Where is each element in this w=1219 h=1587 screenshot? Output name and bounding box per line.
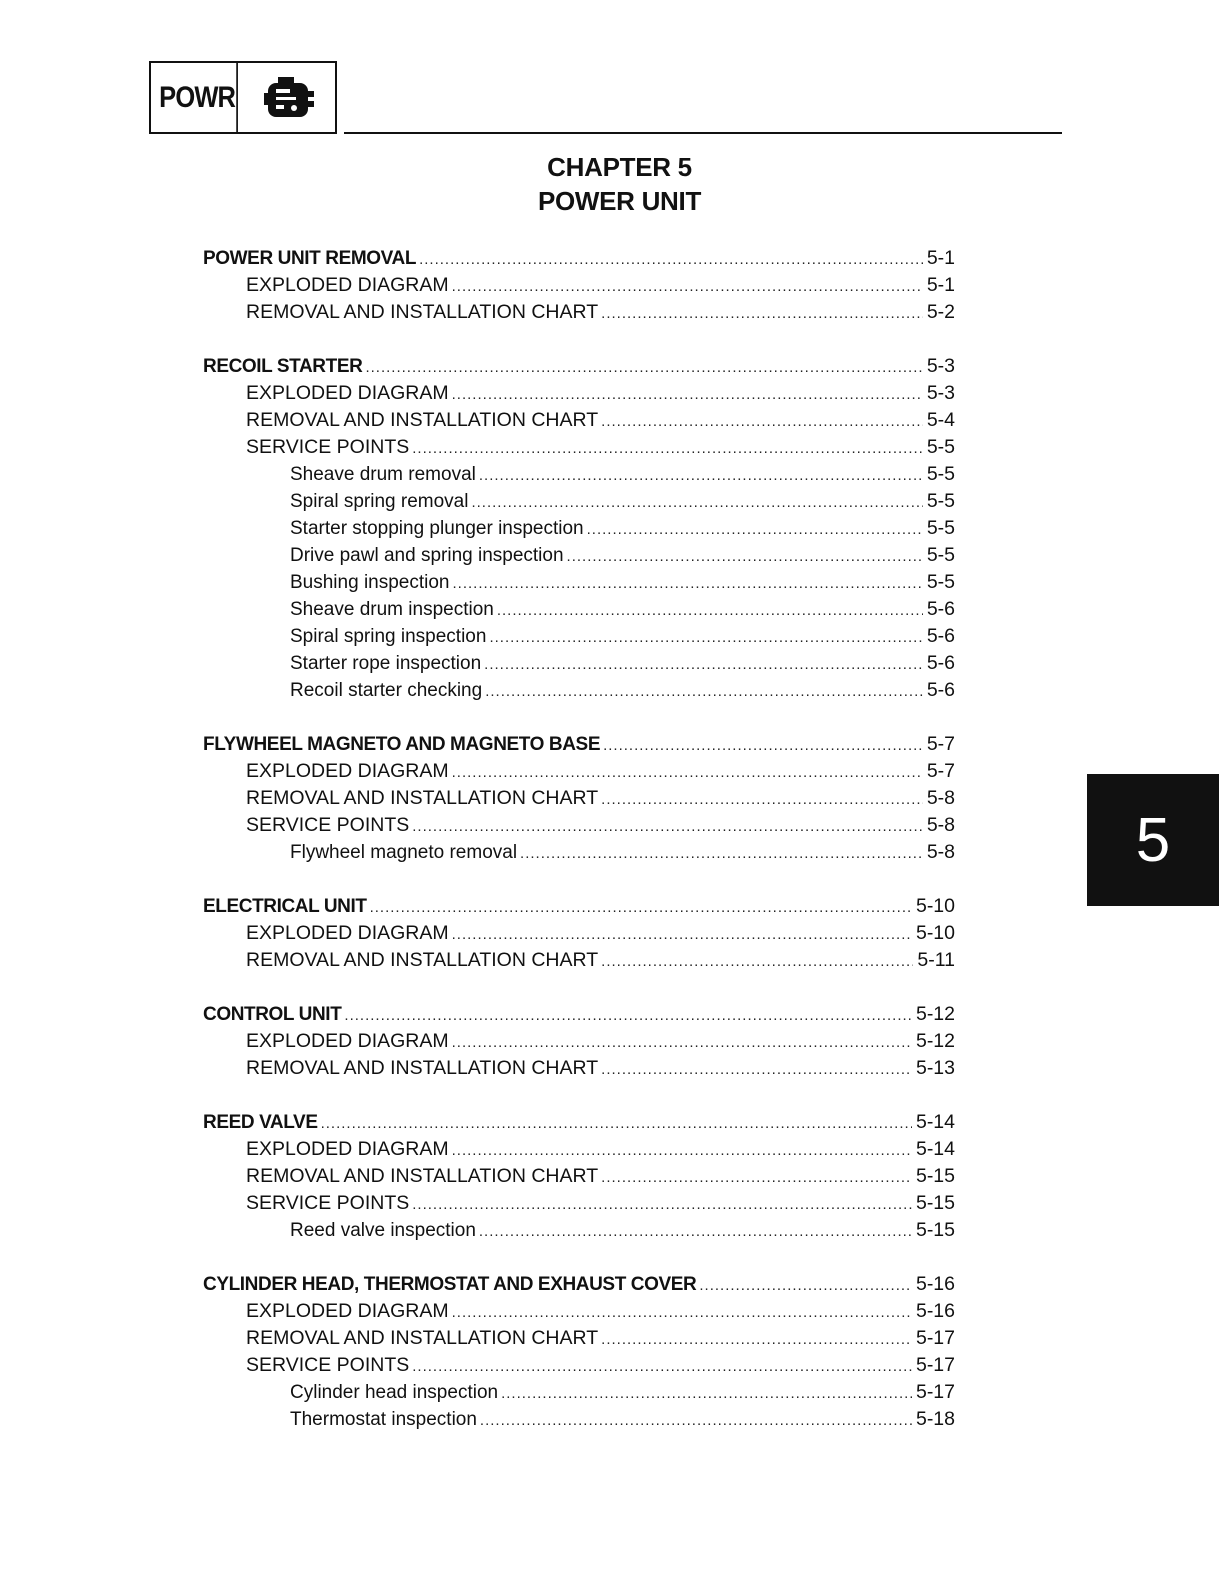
toc-subitem-label: Reed valve inspection (290, 1220, 476, 1241)
dot-leader (412, 1191, 912, 1218)
dot-leader (370, 894, 912, 921)
toc-item-label: REMOVAL AND INSTALLATION CHART (246, 301, 599, 323)
toc-subitem (203, 1217, 955, 1244)
toc-section-label: REED VALVE (203, 1112, 318, 1133)
toc-item (203, 299, 955, 326)
dot-leader (471, 489, 922, 516)
toc-section-page: 5-7 (926, 733, 955, 755)
toc-item-page: 5-2 (926, 301, 955, 323)
dot-leader (412, 1353, 912, 1380)
toc-subitem-label: Spiral spring removal (290, 491, 469, 512)
dot-leader (479, 1218, 912, 1245)
toc-subitem-page: 5-6 (926, 625, 955, 647)
dot-leader (484, 651, 923, 678)
toc-item-label: EXPLODED DIAGRAM (246, 1138, 449, 1160)
toc-subitem-page: 5-6 (926, 598, 955, 620)
toc-subitem (203, 650, 955, 677)
toc-item (203, 1190, 955, 1217)
dot-leader (419, 246, 923, 273)
toc-subitem (203, 569, 955, 596)
dot-leader (321, 1110, 912, 1137)
dot-leader (520, 840, 923, 867)
toc-section (203, 731, 955, 758)
toc-section (203, 245, 955, 272)
toc-item-page: 5-14 (915, 1138, 955, 1160)
toc-item-label: EXPLODED DIAGRAM (246, 760, 449, 782)
toc-item-page: 5-7 (926, 760, 955, 782)
toc-item-label: EXPLODED DIAGRAM (246, 274, 449, 296)
toc-section-label: CYLINDER HEAD, THERMOSTAT AND EXHAUST COVER (203, 1274, 697, 1295)
dot-leader (452, 381, 923, 408)
chapter-badge (149, 61, 337, 134)
dot-leader (587, 516, 923, 543)
dot-leader (601, 1326, 912, 1353)
toc-section-label: POWER UNIT REMOVAL (203, 248, 417, 269)
toc-item-label: SERVICE POINTS (246, 1192, 410, 1214)
toc-subitem (203, 1406, 955, 1433)
toc-subitem (203, 677, 955, 704)
toc-item-page: 5-10 (915, 922, 955, 944)
toc-item-label: REMOVAL AND INSTALLATION CHART (246, 1057, 599, 1079)
dot-leader (485, 678, 923, 705)
dot-leader (601, 1056, 912, 1083)
toc-subitem (203, 515, 955, 542)
toc-subitem (203, 542, 955, 569)
toc-section-page: 5-1 (926, 247, 955, 269)
toc-item-page: 5-8 (926, 787, 955, 809)
toc-item-page: 5-4 (926, 409, 955, 431)
section-gap (203, 866, 955, 893)
toc-item (203, 1163, 955, 1190)
toc-subitem (203, 488, 955, 515)
toc-item (203, 407, 955, 434)
toc-item (203, 434, 955, 461)
toc-item (203, 920, 955, 947)
toc-subitem-page: 5-5 (926, 544, 955, 566)
toc-subitem-page: 5-18 (915, 1408, 955, 1430)
dot-leader (452, 1137, 912, 1164)
toc-section (203, 1271, 955, 1298)
toc-subitem-page: 5-5 (926, 490, 955, 512)
toc-section-label: RECOIL STARTER (203, 356, 363, 377)
toc-item-label: EXPLODED DIAGRAM (246, 922, 449, 944)
dot-leader (480, 1407, 912, 1434)
dot-leader (601, 1164, 912, 1191)
toc-section-page: 5-12 (915, 1003, 955, 1025)
dot-leader (452, 921, 912, 948)
toc-item-label: SERVICE POINTS (246, 436, 410, 458)
toc-subitem-page: 5-6 (926, 679, 955, 701)
toc-section-label: FLYWHEEL MAGNETO AND MAGNETO BASE (203, 734, 601, 755)
toc-item (203, 1325, 955, 1352)
toc-section-page: 5-14 (915, 1111, 955, 1133)
toc-item (203, 1136, 955, 1163)
toc-subitem-page: 5-15 (915, 1219, 955, 1241)
section-gap (203, 704, 955, 731)
toc-section (203, 353, 955, 380)
toc-item-page: 5-15 (915, 1192, 955, 1214)
dot-leader (412, 435, 923, 462)
toc-item-page: 5-11 (917, 949, 955, 971)
toc-subitem (203, 623, 955, 650)
toc-subitem-label: Thermostat inspection (290, 1409, 477, 1430)
toc-item-page: 5-1 (926, 274, 955, 296)
toc-item-page: 5-15 (915, 1165, 955, 1187)
section-gap (203, 1082, 955, 1109)
dot-leader (601, 408, 923, 435)
dot-leader (489, 624, 922, 651)
toc-subitem-label: Flywheel magneto removal (290, 842, 518, 863)
toc-item (203, 272, 955, 299)
toc-item-label: REMOVAL AND INSTALLATION CHART (246, 1327, 599, 1349)
badge-label: POWR (158, 63, 238, 132)
toc-item-label: REMOVAL AND INSTALLATION CHART (246, 1165, 599, 1187)
toc-item-page: 5-12 (915, 1030, 955, 1052)
dot-leader (453, 570, 923, 597)
toc-item-label: REMOVAL AND INSTALLATION CHART (246, 949, 599, 971)
table-of-contents (203, 245, 955, 1433)
toc-section-label: ELECTRICAL UNIT (203, 896, 367, 917)
section-gap (203, 1244, 955, 1271)
section-gap (203, 974, 955, 1001)
dot-leader (452, 759, 923, 786)
dot-leader (497, 597, 923, 624)
engine-icon (245, 63, 335, 132)
toc-section (203, 1109, 955, 1136)
toc-subitem-label: Drive pawl and spring inspection (290, 545, 564, 566)
toc-subitem-label: Starter rope inspection (290, 653, 482, 674)
toc-subitem-page: 5-5 (926, 463, 955, 485)
toc-subitem-label: Starter stopping plunger inspection (290, 518, 584, 539)
header-rule (344, 132, 1062, 134)
toc-item-label: EXPLODED DIAGRAM (246, 1300, 449, 1322)
toc-item (203, 1352, 955, 1379)
toc-subitem-page: 5-5 (926, 517, 955, 539)
chapter-tab: 5 (1087, 774, 1219, 906)
dot-leader (344, 1002, 912, 1029)
toc-item (203, 1298, 955, 1325)
toc-item-page: 5-17 (915, 1354, 955, 1376)
chapter-number: CHAPTER 5 (547, 152, 692, 182)
toc-subitem-page: 5-8 (926, 841, 955, 863)
section-gap (203, 326, 955, 353)
dot-leader (603, 732, 923, 759)
toc-subitem (203, 461, 955, 488)
toc-item-page: 5-5 (926, 436, 955, 458)
toc-item-page: 5-3 (926, 382, 955, 404)
toc-subitem-label: Sheave drum inspection (290, 599, 494, 620)
toc-item (203, 758, 955, 785)
toc-subitem-label: Recoil starter checking (290, 680, 483, 701)
dot-leader (501, 1380, 912, 1407)
toc-item (203, 785, 955, 812)
dot-leader (365, 354, 922, 381)
toc-section (203, 893, 955, 920)
toc-section-page: 5-3 (926, 355, 955, 377)
toc-section-page: 5-16 (915, 1273, 955, 1295)
toc-subitem-label: Bushing inspection (290, 572, 450, 593)
toc-subitem-label: Sheave drum removal (290, 464, 476, 485)
toc-item-page: 5-13 (915, 1057, 955, 1079)
toc-item-label: EXPLODED DIAGRAM (246, 382, 449, 404)
toc-subitem-page: 5-6 (926, 652, 955, 674)
dot-leader (452, 1299, 912, 1326)
toc-section (203, 1001, 955, 1028)
dot-leader (601, 786, 923, 813)
toc-item-page: 5-16 (915, 1300, 955, 1322)
toc-item-label: REMOVAL AND INSTALLATION CHART (246, 409, 599, 431)
toc-subitem (203, 1379, 955, 1406)
dot-leader (601, 300, 923, 327)
toc-section-page: 5-10 (915, 895, 955, 917)
toc-subitem (203, 596, 955, 623)
chapter-title: POWER UNIT (537, 186, 702, 216)
dot-leader (452, 273, 923, 300)
dot-leader (452, 1029, 912, 1056)
toc-item (203, 947, 955, 974)
dot-leader (567, 543, 923, 570)
toc-item-label: REMOVAL AND INSTALLATION CHART (246, 787, 599, 809)
toc-item-label: SERVICE POINTS (246, 1354, 410, 1376)
toc-item (203, 380, 955, 407)
toc-item-label: EXPLODED DIAGRAM (246, 1030, 449, 1052)
dot-leader (412, 813, 923, 840)
toc-item-page: 5-17 (915, 1327, 955, 1349)
dot-leader (699, 1272, 912, 1299)
toc-item (203, 1028, 955, 1055)
dot-leader (601, 948, 913, 975)
toc-subitem-page: 5-17 (915, 1381, 955, 1403)
dot-leader (479, 462, 923, 489)
toc-subitem (203, 839, 955, 866)
toc-item-label: SERVICE POINTS (246, 814, 410, 836)
toc-section-label: CONTROL UNIT (203, 1004, 342, 1025)
toc-item (203, 1055, 955, 1082)
toc-subitem-label: Spiral spring inspection (290, 626, 487, 647)
toc-subitem-page: 5-5 (926, 571, 955, 593)
toc-item-page: 5-8 (926, 814, 955, 836)
toc-subitem-label: Cylinder head inspection (290, 1382, 499, 1403)
toc-item (203, 812, 955, 839)
